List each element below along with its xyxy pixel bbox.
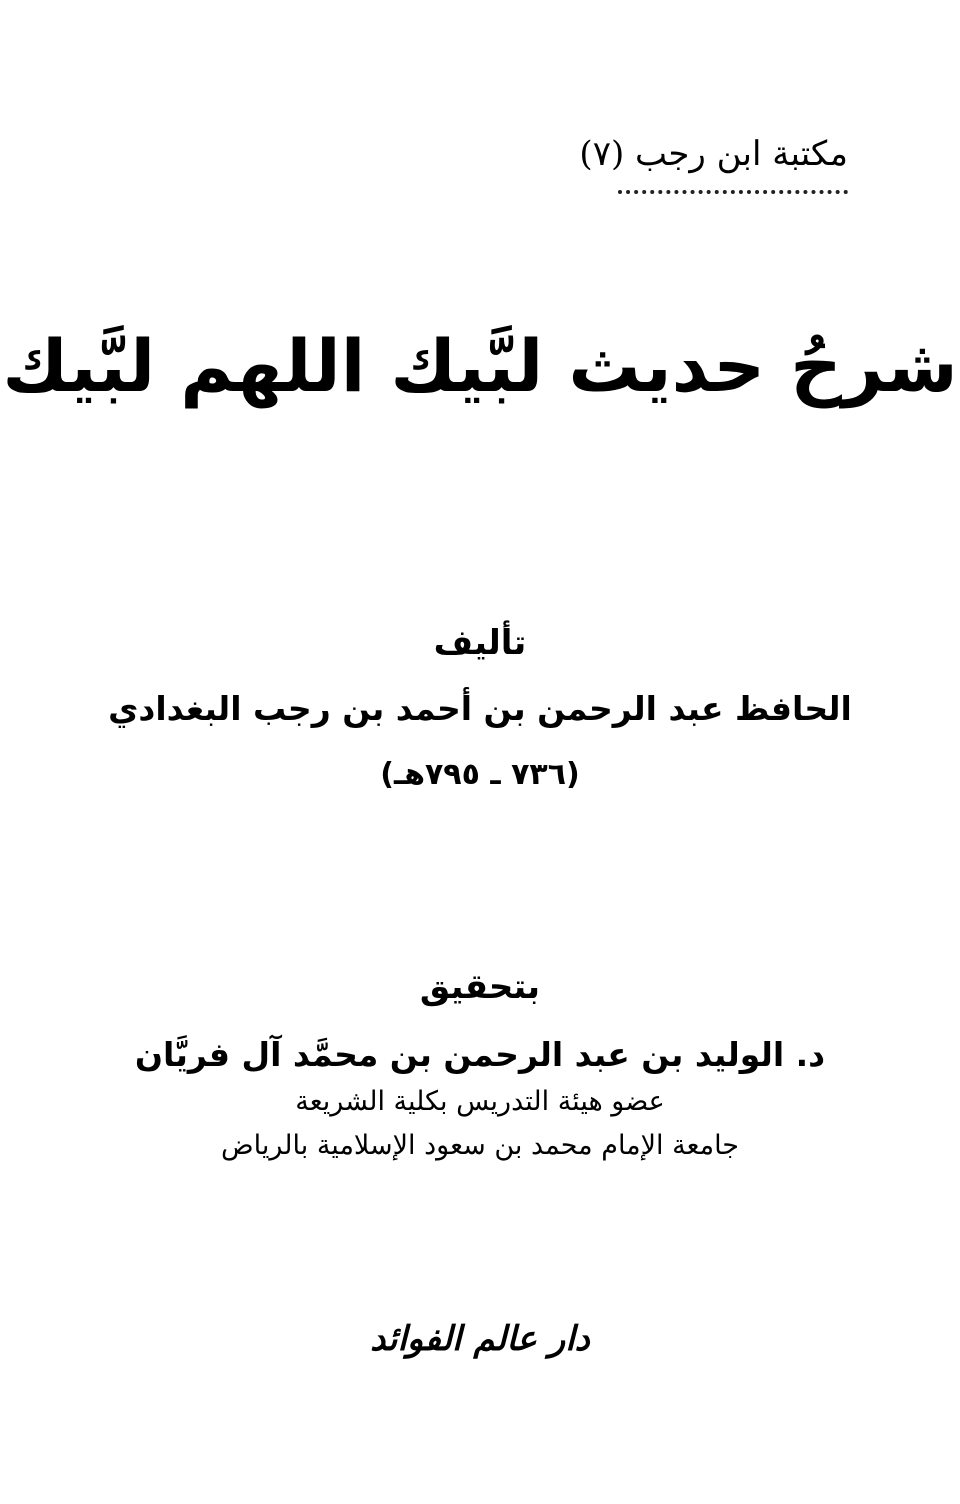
book-title: شرحُ حديث لبَّيك اللهم لبَّيك: [2, 324, 958, 408]
publisher-name: دار عالم الفوائد: [370, 1319, 590, 1359]
series-label: مكتبة ابن رجب (٧): [579, 134, 848, 174]
editor-label: بتحقيق: [419, 967, 541, 1007]
author-dates: (٧٣٦ ـ ٧٩٥هـ): [380, 757, 580, 792]
editor-name: د. الوليد بن عبد الرحمن بن محمَّد آل فريَّان: [134, 1035, 826, 1074]
series-divider: [618, 190, 848, 194]
author-name: الحافظ عبد الرحمن بن أحمد بن رجب البغدادي: [108, 689, 852, 728]
editor-university: جامعة الإمام محمد بن سعود الإسلامية بالرياض: [220, 1130, 739, 1161]
editor-role: عضو هيئة التدريس بكلية الشريعة: [295, 1086, 665, 1117]
author-label: تأليف: [433, 623, 527, 663]
